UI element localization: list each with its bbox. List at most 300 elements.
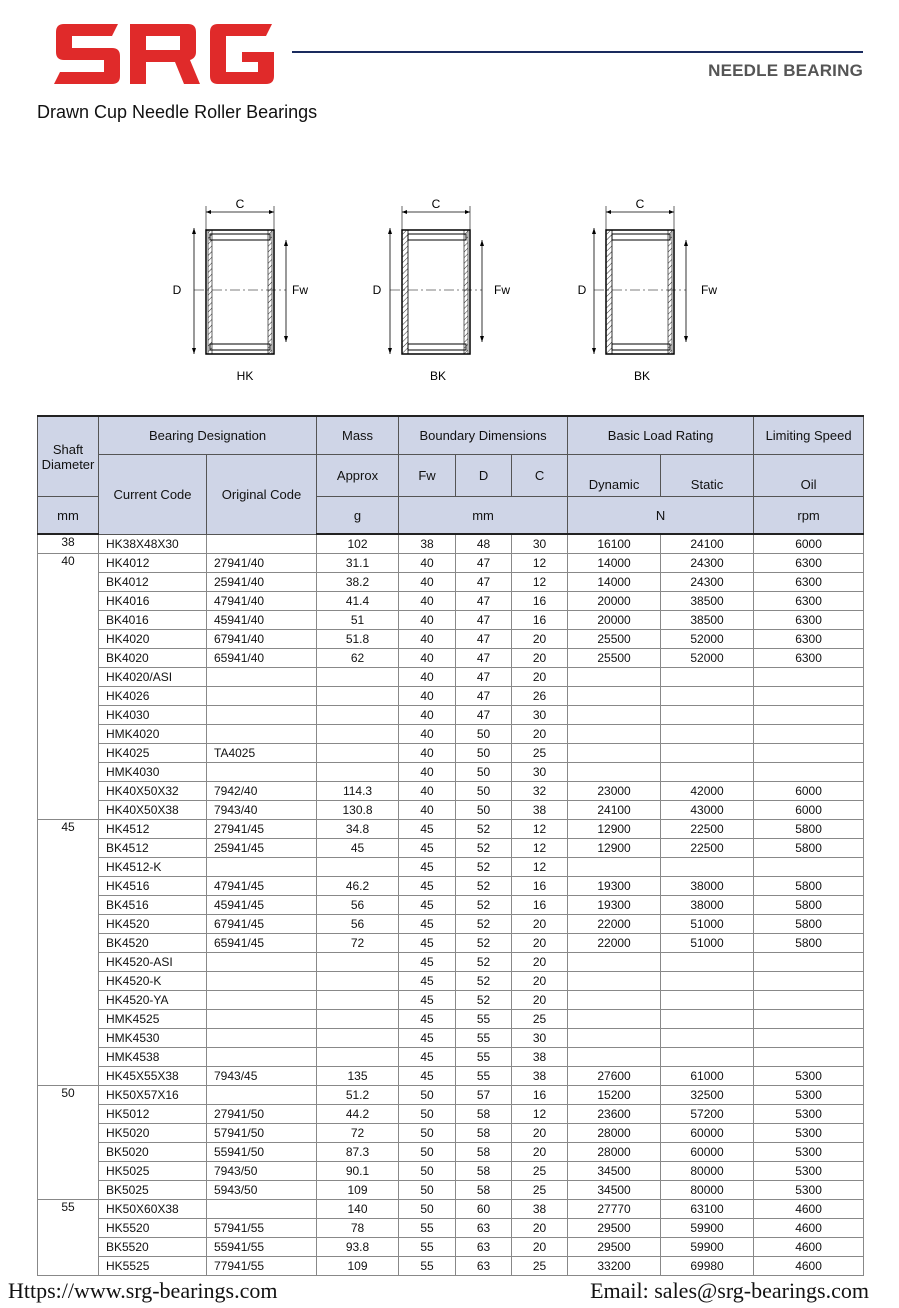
table-row (38, 573, 864, 592)
table-cell: 12 (512, 573, 568, 592)
table-cell: 51.8 (317, 630, 399, 649)
table-row (38, 744, 864, 763)
header-oil: Oil (754, 455, 864, 497)
header-load: Basic Load Rating (568, 416, 754, 455)
table-cell: 45 (399, 820, 456, 839)
header-c: C (512, 455, 568, 497)
table-cell: 52 (456, 934, 512, 953)
email-link[interactable]: Email: sales@srg-bearings.com (590, 1278, 869, 1303)
table-cell: 38500 (661, 592, 754, 611)
table-cell: 58 (456, 1143, 512, 1162)
table-cell: 27941/50 (207, 1105, 317, 1124)
table-cell: HMK4020 (99, 725, 207, 744)
table-row (38, 611, 864, 630)
table-row (38, 763, 864, 782)
table-cell: 62 (317, 649, 399, 668)
table-cell: 38500 (661, 611, 754, 630)
table-cell: 56 (317, 896, 399, 915)
diagram-bk2-fw-label: Fw (701, 283, 717, 297)
table-cell: 7943/40 (207, 801, 317, 820)
diagram-hk (173, 197, 309, 383)
table-cell: 43000 (661, 801, 754, 820)
table-cell: 50 (399, 1181, 456, 1200)
header-mass: Mass (317, 416, 399, 455)
header-boundary: Boundary Dimensions (399, 416, 568, 455)
table-cell: 40 (399, 630, 456, 649)
diagram-bk-2 (578, 197, 718, 383)
table-cell: 57941/55 (207, 1219, 317, 1238)
table-cell: HK4512-K (99, 858, 207, 877)
table-cell: 47 (456, 668, 512, 687)
table-cell: 24100 (661, 534, 754, 554)
table-row (38, 1029, 864, 1048)
header-current-code: Current Code (99, 455, 207, 535)
table-cell: 31.1 (317, 554, 399, 573)
table-cell (661, 706, 754, 725)
table-cell: 27941/40 (207, 554, 317, 573)
table-cell: 47941/40 (207, 592, 317, 611)
table-cell: 55 (399, 1257, 456, 1276)
table-cell (754, 763, 864, 782)
table-cell: 22000 (568, 934, 661, 953)
table-cell: HK5025 (99, 1162, 207, 1181)
table-cell: HK4030 (99, 706, 207, 725)
shaft-diameter-cell: 50 (38, 1086, 99, 1200)
table-cell: 140 (317, 1200, 399, 1219)
table-cell: 52 (456, 953, 512, 972)
table-cell: 16 (512, 611, 568, 630)
table-cell: 56 (317, 915, 399, 934)
table-cell: 22500 (661, 820, 754, 839)
table-cell: 29500 (568, 1238, 661, 1257)
table-cell: 38 (512, 1200, 568, 1219)
table-cell: 55 (456, 1067, 512, 1086)
table-cell (207, 1086, 317, 1105)
table-cell: 42000 (661, 782, 754, 801)
table-cell: 38000 (661, 896, 754, 915)
table-cell: 30 (512, 1029, 568, 1048)
table-cell (661, 687, 754, 706)
table-cell (568, 763, 661, 782)
table-row (38, 630, 864, 649)
table-cell: 4600 (754, 1200, 864, 1219)
table-cell: 4600 (754, 1238, 864, 1257)
table-cell: 130.8 (317, 801, 399, 820)
bearing-table (37, 415, 864, 1276)
table-cell: 26 (512, 687, 568, 706)
table-cell: 45 (399, 991, 456, 1010)
table-cell: HK40X50X32 (99, 782, 207, 801)
table-cell: 40 (399, 611, 456, 630)
table-cell: HK40X50X38 (99, 801, 207, 820)
diagram-bk1-d-label: D (372, 283, 382, 297)
table-row (38, 1086, 864, 1105)
table-cell: HK4520-K (99, 972, 207, 991)
table-cell (661, 991, 754, 1010)
table-cell: 20000 (568, 611, 661, 630)
table-cell: 46.2 (317, 877, 399, 896)
table-cell (661, 1010, 754, 1029)
table-cell: 52 (456, 839, 512, 858)
table-cell (754, 972, 864, 991)
table-cell (207, 991, 317, 1010)
header-shaft: Shaft Diameter (38, 416, 99, 497)
table-cell: 45941/40 (207, 611, 317, 630)
table-cell: 50 (456, 725, 512, 744)
table-cell: 52000 (661, 630, 754, 649)
table-cell: 25 (512, 744, 568, 763)
table-cell: 5300 (754, 1067, 864, 1086)
table-cell: HK5520 (99, 1219, 207, 1238)
table-cell: 20 (512, 934, 568, 953)
table-row (38, 554, 864, 573)
table-row (38, 820, 864, 839)
table-cell: HK4012 (99, 554, 207, 573)
table-cell: 51.2 (317, 1086, 399, 1105)
table-cell: HK4016 (99, 592, 207, 611)
table-row (38, 896, 864, 915)
table-cell: HK4020/ASI (99, 668, 207, 687)
table-cell (317, 1029, 399, 1048)
table-row (38, 1105, 864, 1124)
table-cell (207, 725, 317, 744)
table-cell (568, 668, 661, 687)
table-cell: 20 (512, 649, 568, 668)
table-cell: HK4512 (99, 820, 207, 839)
table-cell: 38 (512, 1067, 568, 1086)
table-cell: HK4516 (99, 877, 207, 896)
page-subtitle: Drawn Cup Needle Roller Bearings (37, 102, 318, 122)
table-cell (754, 858, 864, 877)
table-cell: 7943/50 (207, 1162, 317, 1181)
header-unit-mm: mm (38, 497, 99, 535)
table-cell: BK5025 (99, 1181, 207, 1200)
table-cell: 50 (399, 1143, 456, 1162)
table-cell: 55 (399, 1219, 456, 1238)
table-cell: 63 (456, 1219, 512, 1238)
table-cell (568, 725, 661, 744)
table-cell: 61000 (661, 1067, 754, 1086)
table-cell: 40 (399, 782, 456, 801)
table-cell: 19300 (568, 896, 661, 915)
table-cell: 5300 (754, 1105, 864, 1124)
table-cell: 63100 (661, 1200, 754, 1219)
table-cell (207, 1200, 317, 1219)
table-cell: 44.2 (317, 1105, 399, 1124)
table-cell: 51000 (661, 915, 754, 934)
table-cell: 40 (399, 706, 456, 725)
table-cell: 20 (512, 1143, 568, 1162)
table-cell: 33200 (568, 1257, 661, 1276)
diagram-bk1-c-label: C (431, 197, 441, 211)
table-cell: 47 (456, 554, 512, 573)
table-cell: 5800 (754, 896, 864, 915)
table-cell (317, 991, 399, 1010)
table-cell: 30 (512, 706, 568, 725)
table-cell: 38000 (661, 877, 754, 896)
table-cell: 20 (512, 1238, 568, 1257)
table-row (38, 1162, 864, 1181)
table-cell: HK4520-ASI (99, 953, 207, 972)
table-cell: 59900 (661, 1238, 754, 1257)
table-cell: 65941/45 (207, 934, 317, 953)
table-cell: 16 (512, 1086, 568, 1105)
table-cell (661, 953, 754, 972)
table-row (38, 1067, 864, 1086)
table-cell: 20 (512, 1124, 568, 1143)
table-cell: 45 (399, 953, 456, 972)
table-cell: 55941/55 (207, 1238, 317, 1257)
table-cell: 20000 (568, 592, 661, 611)
table-cell (207, 953, 317, 972)
table-cell: 47 (456, 649, 512, 668)
table-cell: 40 (399, 649, 456, 668)
table-body (38, 534, 864, 1276)
table-cell: 7943/45 (207, 1067, 317, 1086)
table-cell: 80000 (661, 1181, 754, 1200)
table-cell (568, 1029, 661, 1048)
table-cell: 32500 (661, 1086, 754, 1105)
table-cell: 12900 (568, 839, 661, 858)
table-cell: 16100 (568, 534, 661, 554)
table-row (38, 972, 864, 991)
shaft-diameter-cell: 55 (38, 1200, 99, 1276)
shaft-diameter-cell: 40 (38, 554, 99, 820)
table-cell: 52 (456, 820, 512, 839)
table-cell (317, 972, 399, 991)
table-cell: 20 (512, 915, 568, 934)
table-cell: 34500 (568, 1162, 661, 1181)
table-cell: 32 (512, 782, 568, 801)
table-cell: 16 (512, 592, 568, 611)
table-cell: 22000 (568, 915, 661, 934)
table-cell: 20 (512, 668, 568, 687)
table-cell: 47 (456, 706, 512, 725)
table-cell (754, 706, 864, 725)
table-cell: 67941/40 (207, 630, 317, 649)
table-cell: 29500 (568, 1219, 661, 1238)
table-cell: 50 (456, 763, 512, 782)
table-cell (754, 1010, 864, 1029)
table-cell: 25500 (568, 630, 661, 649)
table-cell: 5300 (754, 1143, 864, 1162)
table-cell (317, 1010, 399, 1029)
header-dynamic: Dynamic (568, 455, 661, 497)
header-fw: Fw (399, 455, 456, 497)
table-cell: 5300 (754, 1162, 864, 1181)
table-cell: HMK4030 (99, 763, 207, 782)
table-cell (207, 1010, 317, 1029)
table-cell: BK4016 (99, 611, 207, 630)
table-cell: 51 (317, 611, 399, 630)
table-cell: 58 (456, 1124, 512, 1143)
table-cell: 5943/50 (207, 1181, 317, 1200)
section-title: NEEDLE BEARING (708, 61, 863, 80)
table-cell: 38.2 (317, 573, 399, 592)
table-cell: 58 (456, 1105, 512, 1124)
table-cell (207, 534, 317, 554)
table-cell: HK50X57X16 (99, 1086, 207, 1105)
table-cell: 27941/45 (207, 820, 317, 839)
header-unit-n: N (568, 497, 754, 535)
table-cell: 12 (512, 820, 568, 839)
table-cell: 25941/40 (207, 573, 317, 592)
table-cell (317, 725, 399, 744)
table-row (38, 782, 864, 801)
table-row (38, 1010, 864, 1029)
table-row (38, 649, 864, 668)
table-cell: BK4512 (99, 839, 207, 858)
website-link[interactable]: Https://www.srg-bearings.com (8, 1278, 278, 1303)
table-cell (754, 725, 864, 744)
table-cell: 55941/50 (207, 1143, 317, 1162)
table-row (38, 687, 864, 706)
table-cell (568, 972, 661, 991)
table-cell: 55 (456, 1010, 512, 1029)
table-row (38, 1219, 864, 1238)
table-cell (661, 1029, 754, 1048)
table-cell: 50 (399, 1162, 456, 1181)
table-cell (317, 687, 399, 706)
table-cell: 15200 (568, 1086, 661, 1105)
table-cell: 40 (399, 725, 456, 744)
header-original-code: Original Code (207, 455, 317, 535)
table-cell (568, 858, 661, 877)
table-cell: 20 (512, 991, 568, 1010)
table-row (38, 592, 864, 611)
table-cell (317, 668, 399, 687)
table-cell: 40 (399, 687, 456, 706)
header-static: Static (661, 455, 754, 497)
table-cell: 16 (512, 877, 568, 896)
table-cell: 40 (399, 668, 456, 687)
diagram-bk1-fw-label: Fw (494, 283, 510, 297)
table-row (38, 1048, 864, 1067)
table-cell: 6300 (754, 649, 864, 668)
table-cell: HK4020 (99, 630, 207, 649)
table-row (38, 858, 864, 877)
table-cell: 72 (317, 1124, 399, 1143)
table-cell: 47 (456, 630, 512, 649)
table-cell: 12 (512, 554, 568, 573)
diagram-hk-caption: HK (236, 369, 254, 383)
table-cell (207, 972, 317, 991)
table-cell: 45 (399, 1029, 456, 1048)
table-cell: HK5525 (99, 1257, 207, 1276)
table-cell: 58 (456, 1162, 512, 1181)
table-cell: 24100 (568, 801, 661, 820)
table-cell (207, 687, 317, 706)
srg-logo (52, 22, 276, 86)
header-unit-g: g (317, 497, 399, 535)
table-cell: 16 (512, 896, 568, 915)
table-cell (317, 744, 399, 763)
table-cell: 48 (456, 534, 512, 554)
table-cell: 90.1 (317, 1162, 399, 1181)
table-cell: 20 (512, 953, 568, 972)
table-cell (207, 763, 317, 782)
table-cell (661, 1048, 754, 1067)
table-cell: 6300 (754, 630, 864, 649)
header-unit-dim: mm (399, 497, 568, 535)
table-cell (661, 725, 754, 744)
table-cell: 45941/45 (207, 896, 317, 915)
table-cell: 63 (456, 1238, 512, 1257)
table-cell: 5800 (754, 915, 864, 934)
table-cell: 47 (456, 611, 512, 630)
table-cell: 14000 (568, 554, 661, 573)
table-cell (754, 1029, 864, 1048)
table-cell: 55 (456, 1029, 512, 1048)
table-cell: 27600 (568, 1067, 661, 1086)
table-cell: 6300 (754, 611, 864, 630)
header-speed: Limiting Speed (754, 416, 864, 455)
table-cell: 52 (456, 858, 512, 877)
diagram-hk-fw-label: Fw (292, 283, 308, 297)
table-cell: 60000 (661, 1143, 754, 1162)
diagram-hk-d-label: D (172, 283, 182, 297)
header-unit-rpm: rpm (754, 497, 864, 535)
table-cell: 47 (456, 687, 512, 706)
table-cell: 28000 (568, 1124, 661, 1143)
table-cell: 45 (399, 1067, 456, 1086)
diagram-bk-1 (373, 197, 511, 383)
table-cell: 23000 (568, 782, 661, 801)
table-cell: 50 (456, 744, 512, 763)
diagram-bk2-caption: BK (633, 369, 651, 383)
table-row (38, 801, 864, 820)
table-cell: 40 (399, 554, 456, 573)
table-cell: 50 (456, 782, 512, 801)
table-cell: 12 (512, 1105, 568, 1124)
table-cell: 57941/50 (207, 1124, 317, 1143)
header-approx: Approx (317, 455, 399, 497)
table-row (38, 706, 864, 725)
table-cell (568, 744, 661, 763)
table-row (38, 668, 864, 687)
table-cell: 30 (512, 534, 568, 554)
table-cell: 80000 (661, 1162, 754, 1181)
table-cell: 50 (399, 1086, 456, 1105)
table-cell: HMK4530 (99, 1029, 207, 1048)
table-cell: 7942/40 (207, 782, 317, 801)
header-designation: Bearing Designation (99, 416, 317, 455)
table-row (38, 1181, 864, 1200)
table-cell: TA4025 (207, 744, 317, 763)
table-cell: 25 (512, 1162, 568, 1181)
table-cell (754, 744, 864, 763)
table-cell: 50 (399, 1105, 456, 1124)
table-cell (661, 668, 754, 687)
table-cell (568, 953, 661, 972)
table-cell: 45 (317, 839, 399, 858)
table-cell: 50 (399, 1124, 456, 1143)
table-cell: HK50X60X38 (99, 1200, 207, 1219)
table-cell: BK4020 (99, 649, 207, 668)
table-cell: 60 (456, 1200, 512, 1219)
shaft-diameter-cell: 45 (38, 820, 99, 1086)
table-cell: HK45X55X38 (99, 1067, 207, 1086)
table-cell: 77941/55 (207, 1257, 317, 1276)
table-cell: 52 (456, 972, 512, 991)
table-row (38, 1124, 864, 1143)
table-cell: 24300 (661, 573, 754, 592)
table-cell: 23600 (568, 1105, 661, 1124)
table-cell: BK4520 (99, 934, 207, 953)
table-cell: HK4520-YA (99, 991, 207, 1010)
table-cell: 78 (317, 1219, 399, 1238)
table-cell: 6000 (754, 534, 864, 554)
